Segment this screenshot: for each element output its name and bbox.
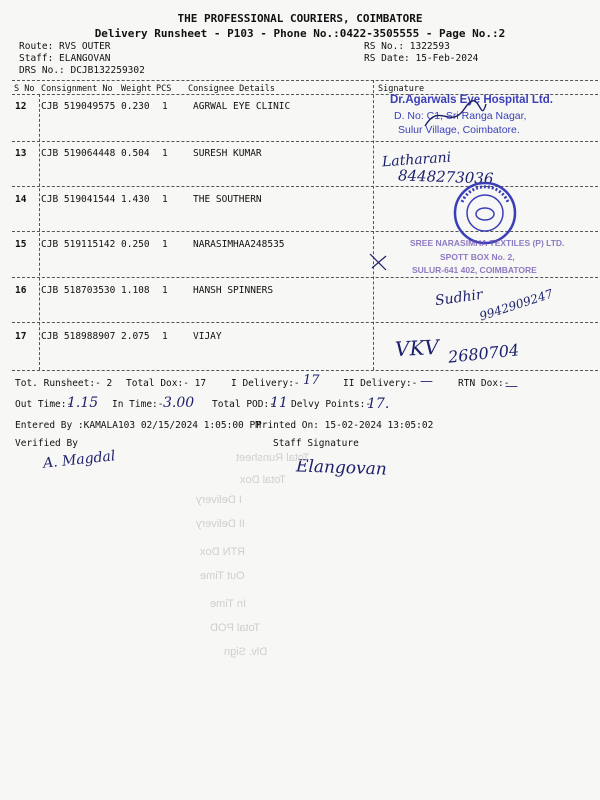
rs-date: RS Date: 15-Feb-2024 <box>364 53 479 64</box>
in-time-label: In Time:- <box>112 399 164 410</box>
recipient-phone: 8448273036 <box>397 166 494 188</box>
row-consignment: CJB 518703530 <box>41 285 116 296</box>
row-consignee: AGRWAL EYE CLINIC <box>193 101 291 112</box>
row-pcs: 1 <box>162 148 168 159</box>
col-sno: S No <box>14 84 35 94</box>
rs-number: RS No.: 1322593 <box>364 41 450 52</box>
recipient-signature: Latharani <box>381 149 452 171</box>
verified-by-label: Verified By <box>15 438 78 449</box>
round-seal-icon <box>452 180 518 246</box>
delvy-points-value: 17. <box>367 396 390 412</box>
runsheet-page: THE PROFESSIONAL COURIERS, COIMBATORE Delivery Runsheet - P103 - Phone No.:0422-3505555 - Page No.:2 Route: RVS OUTER Staff: ELANGOVAN DRS No.: DCJB132259302 RS No.: 1322593 RS Date: 15-Feb-2024 S No Consignment No Weight PCS Consignee Details Signature 12 CJB 519049575 0.230 1 AGRWAL EYE CLINIC 13 CJB 519064448 0.504 1 SURESH KUMAR 14 CJB 519041544 1.430 1 THE SOUTHERN 15 CJB 519115142 0.250 1 NARASIMHAA248535 16 CJB 518703530 1.108 1 HANSH SPINNERS 17 CJB 518988907 2.075 1 VIJAY Dr.Agarwals Eye Hospital Ltd. D. No: C1, Sri Ranga Nagar, Sulur Village, Coimbatore. Latharani 8448273036 SREE NARASIMHA TEXTILES (P) LTD. SPOTT BOX No. 2, SULUR-641 402, COIMBATORE Sudhir 9942909247 VKV 2680704 Tot. Runsheet:- 2 Total Dox:- 17 I Delivery:- 17 II Delivery:- — RTN Dox:- — Out Time:- 1.15 In Time:- 3.00 Total POD:- 11 Delvy Points:- 17. Entered By :KAMALA103 02/15/2024 1:05:00 PM Printed On: 15-02-2024 13:05:02 Verified By Staff Signature A. Magdal Elangovan Total Runsheet Total Dox I Delivery II Delivery RTN Dox Out Time In Time Total POD Dlv. Sign <box>0 0 600 800</box>
row-sno: 14 <box>15 194 27 205</box>
divider-sno <box>39 94 40 370</box>
row-consignment: CJB 519064448 <box>41 148 116 159</box>
row-sno: 13 <box>15 148 27 159</box>
row-pcs: 1 <box>162 285 168 296</box>
row-consignment: CJB 519115142 <box>41 239 116 250</box>
handwritten-scribble-icon <box>420 96 490 136</box>
table-top-rule <box>12 80 598 81</box>
stamp-line: Dr.Agarwals Eye Hospital Ltd. <box>390 94 553 106</box>
ii-delivery-label: II Delivery:- <box>343 378 418 389</box>
row-sno: 15 <box>15 239 27 250</box>
recipient-signature: VKV <box>394 334 440 362</box>
row-rule <box>12 277 598 278</box>
row-sno: 17 <box>15 331 27 342</box>
col-consignment: Consignment No <box>41 84 113 94</box>
row-consignment: CJB 519041544 <box>41 194 116 205</box>
delvy-points-label: Delvy Points:- <box>291 399 372 410</box>
row-consignee: NARASIMHAA248535 <box>193 239 285 250</box>
out-time-value: 1.15 <box>67 395 99 411</box>
row-weight: 0.504 <box>121 148 150 159</box>
row-weight: 0.230 <box>121 101 150 112</box>
col-weight: Weight <box>121 84 152 94</box>
row-pcs: 1 <box>162 101 168 112</box>
printed-on: Printed On: 15-02-2024 13:05:02 <box>256 420 434 431</box>
row-weight: 0.250 <box>121 239 150 250</box>
row-consignee: SURESH KUMAR <box>193 148 262 159</box>
i-delivery-label: I Delivery:- <box>231 378 300 389</box>
out-time-label: Out Time:- <box>15 399 73 410</box>
row-weight: 2.075 <box>121 331 150 342</box>
stamp-line: SREE NARASIMHA TEXTILES (P) LTD. <box>410 238 565 248</box>
drs-number: DRS No.: DCJB132259302 <box>19 65 145 76</box>
row-pcs: 1 <box>162 194 168 205</box>
row-pcs: 1 <box>162 331 168 342</box>
in-time-value: 3.00 <box>163 395 195 411</box>
row-pcs: 1 <box>162 239 168 250</box>
route-label: Route: RVS OUTER <box>19 41 111 52</box>
row-sno: 12 <box>15 101 27 112</box>
row-rule <box>12 322 598 323</box>
staff-signature-label: Staff Signature <box>273 438 359 449</box>
col-consignee: Consignee Details <box>188 84 275 94</box>
runsheet-subtitle: Delivery Runsheet - P103 - Phone No.:0422-3505555 - Page No.:2 <box>94 27 506 40</box>
staff-label: Staff: ELANGOVAN <box>19 53 111 64</box>
row-sno: 16 <box>15 285 27 296</box>
entered-by: Entered By :KAMALA103 02/15/2024 1:05:00 PM <box>15 420 261 431</box>
total-pod-label: Total POD:- <box>212 399 275 410</box>
rtn-dox-label: RTN Dox:- <box>458 378 510 389</box>
row-rule <box>12 141 598 142</box>
recipient-signature: Sudhir <box>434 286 484 310</box>
i-delivery-value: 17 <box>303 373 320 388</box>
cross-mark-icon <box>366 250 390 274</box>
stamp-line: SULUR-641 402, COIMBATORE <box>412 265 537 275</box>
verifier-signature: A. Magdal <box>42 448 117 472</box>
stamp-line: SPOTT BOX No. 2, <box>440 252 515 262</box>
ii-delivery-value: — <box>420 374 433 389</box>
row-consignee: THE SOUTHERN <box>193 194 262 205</box>
rtn-dox-value: — <box>505 379 518 394</box>
divider-signature <box>373 80 374 370</box>
company-title: THE PROFESSIONAL COURIERS, COIMBATORE <box>177 12 423 25</box>
staff-handwritten-signature: Elangovan <box>295 456 388 480</box>
tot-runsheet: Tot. Runsheet:- 2 <box>15 378 113 389</box>
col-pcs: PCS <box>156 84 172 94</box>
total-dox: Total Dox:- 17 <box>126 378 207 389</box>
row-consignee: HANSH SPINNERS <box>193 285 274 296</box>
row-weight: 1.108 <box>121 285 150 296</box>
row-consignment: CJB 518988907 <box>41 331 116 342</box>
row-consignee: VIJAY <box>193 331 222 342</box>
recipient-phone: 9942909247 <box>477 286 555 324</box>
stamp-line: Sulur Village, Coimbatore. <box>398 124 520 136</box>
row-consignment: CJB 519049575 <box>41 101 116 112</box>
table-bottom-rule <box>12 370 598 371</box>
col-signature: Signature <box>378 84 425 94</box>
row-weight: 1.430 <box>121 194 150 205</box>
total-pod-value: 11 <box>270 395 288 411</box>
stamp-line: D. No: C1, Sri Ranga Nagar, <box>394 110 527 122</box>
recipient-phone: 2680704 <box>447 340 521 367</box>
